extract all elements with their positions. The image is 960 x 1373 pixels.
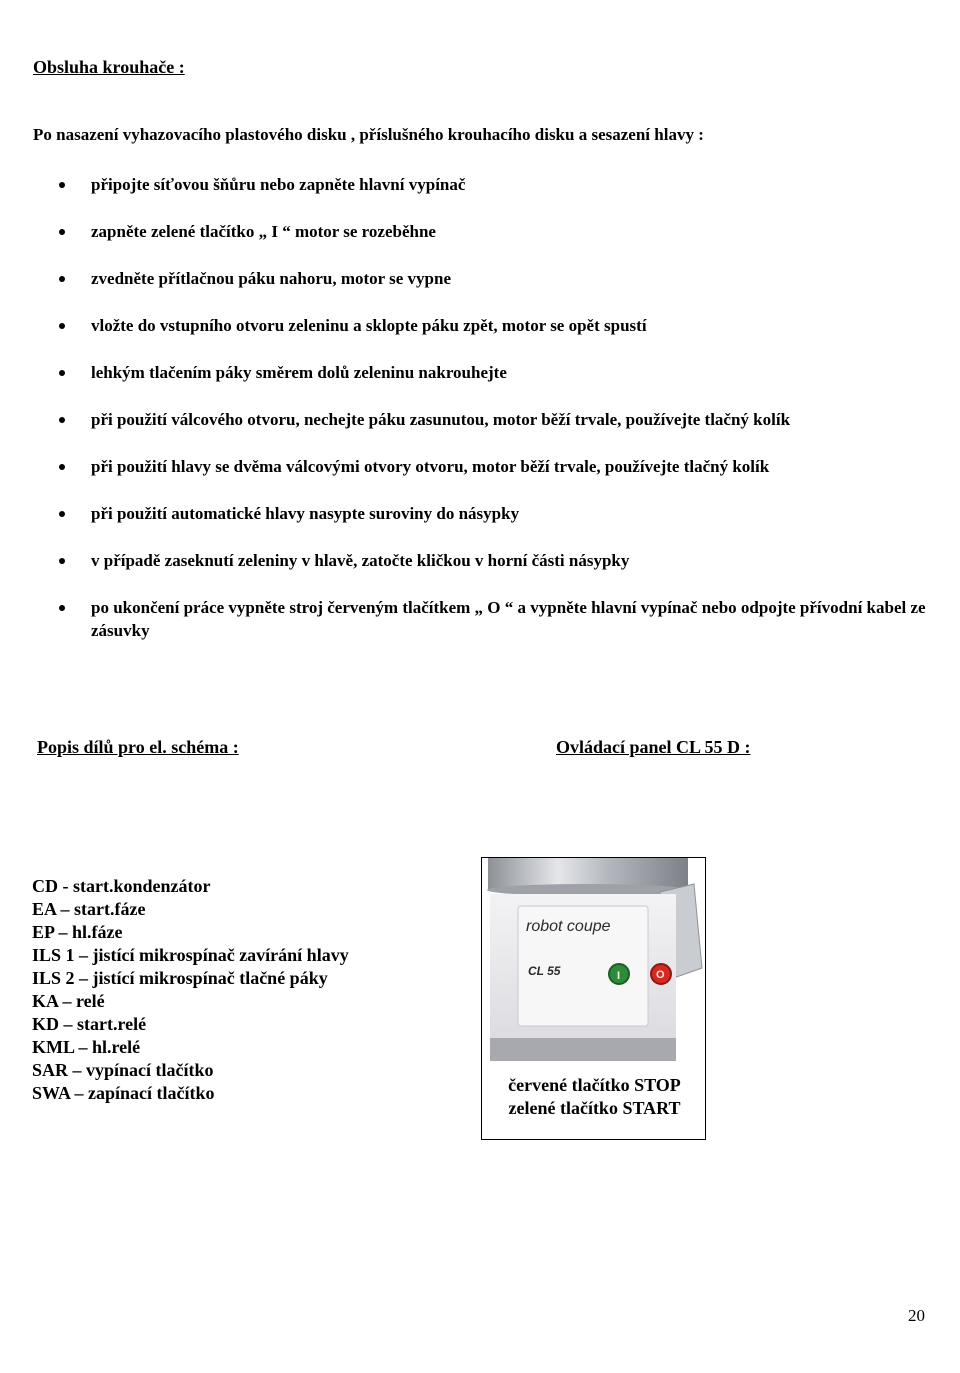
red-button-symbol: O: [656, 969, 665, 981]
list-item: [55, 455, 935, 478]
list-item-text: po ukončení práce vypněte stroj červeným tlačítkem „ O “ a vypněte hlavní vypínač nebo odpojte přívodní kabel ze zásuvky: [91, 598, 926, 640]
list-item: [55, 408, 935, 431]
part-item: KML – hl.relé: [32, 1037, 141, 1057]
list-item: [55, 549, 935, 572]
list-item: [55, 314, 935, 337]
part-item: EA – start.fáze: [32, 899, 146, 919]
page-number: 20: [908, 1306, 925, 1325]
list-item-text: při použití hlavy se dvěma válcovými otvory otvoru, motor běží trvale, používejte tlačný kolík: [91, 457, 770, 476]
part-item: SAR – vypínací tlačítko: [32, 1060, 214, 1080]
list-item-text: při použití válcového otvoru, nechejte páku zasunutou, motor běží trvale, používejte tlačný kolík: [91, 410, 791, 429]
machine-photo: [482, 858, 705, 1063]
panel-legend: [482, 1074, 707, 1120]
bullet-icon: [59, 276, 65, 282]
list-item-text: v případě zaseknutí zeleniny v hlavě, zatočte kličkou v horní části násypky: [91, 551, 630, 570]
bullet-icon: [59, 558, 65, 564]
list-item-text: zapněte zelené tlačítko „ I “ motor se rozeběhne: [91, 222, 436, 241]
list-item-text: zvedněte přítlačnou páku nahoru, motor se vypne: [91, 269, 452, 288]
legend-green-start: zelené tlačítko START: [508, 1098, 681, 1118]
part-item: KA – relé: [32, 991, 105, 1011]
list-item: [55, 267, 935, 290]
green-button-symbol: I: [617, 970, 621, 982]
list-item-text: lehkým tlačením páky směrem dolů zeleninu nakrouhejte: [91, 363, 507, 382]
part-item: KD – start.relé: [32, 1014, 147, 1034]
list-item-text: připojte síťovou šňůru nebo zapněte hlavní vypínač: [91, 175, 466, 194]
list-item: [55, 173, 935, 196]
bullet-icon: [59, 182, 65, 188]
list-item: [55, 220, 935, 243]
list-item: [55, 596, 935, 642]
bullet-icon: [59, 370, 65, 376]
bullet-icon: [59, 511, 65, 517]
bullet-icon: [59, 417, 65, 423]
intro-text: Po nasazení vyhazovacího plastového disku , příslušného krouhacího disku a sesazení hlavy :: [33, 125, 704, 144]
part-item: ILS 2 – jistící mikrospínač tlačné páky: [32, 968, 328, 988]
control-panel-figure: [481, 857, 706, 1140]
bullet-icon: [59, 464, 65, 470]
instruction-list: [55, 173, 935, 666]
list-item: [55, 502, 935, 525]
part-item: SWA – zapínací tlačítko: [32, 1083, 215, 1103]
brand-logo-text: robot coupe: [526, 918, 611, 935]
part-item: ILS 1 – jistící mikrospínač zavírání hlavy: [32, 945, 349, 965]
machine-base: [490, 1038, 676, 1061]
model-label: CL 55: [528, 964, 561, 978]
page-title: Obsluha krouhače :: [33, 57, 185, 77]
legend-red-stop: červené tlačítko STOP: [508, 1075, 681, 1095]
list-item-text: vložte do vstupního otvoru zeleninu a sklopte páku zpět, motor se opět spustí: [91, 316, 647, 335]
part-item: EP – hl.fáze: [32, 922, 123, 942]
part-item: CD - start.kondenzátor: [32, 876, 211, 896]
bullet-icon: [59, 229, 65, 235]
panel-heading: Ovládací panel CL 55 D :: [556, 737, 751, 757]
bullet-icon: [59, 605, 65, 611]
list-item: [55, 361, 935, 384]
parts-list: [32, 875, 349, 1105]
list-item-text: při použití automatické hlavy nasypte suroviny do násypky: [91, 504, 520, 523]
bullet-icon: [59, 323, 65, 329]
parts-heading: Popis dílů pro el. schéma :: [37, 737, 239, 757]
